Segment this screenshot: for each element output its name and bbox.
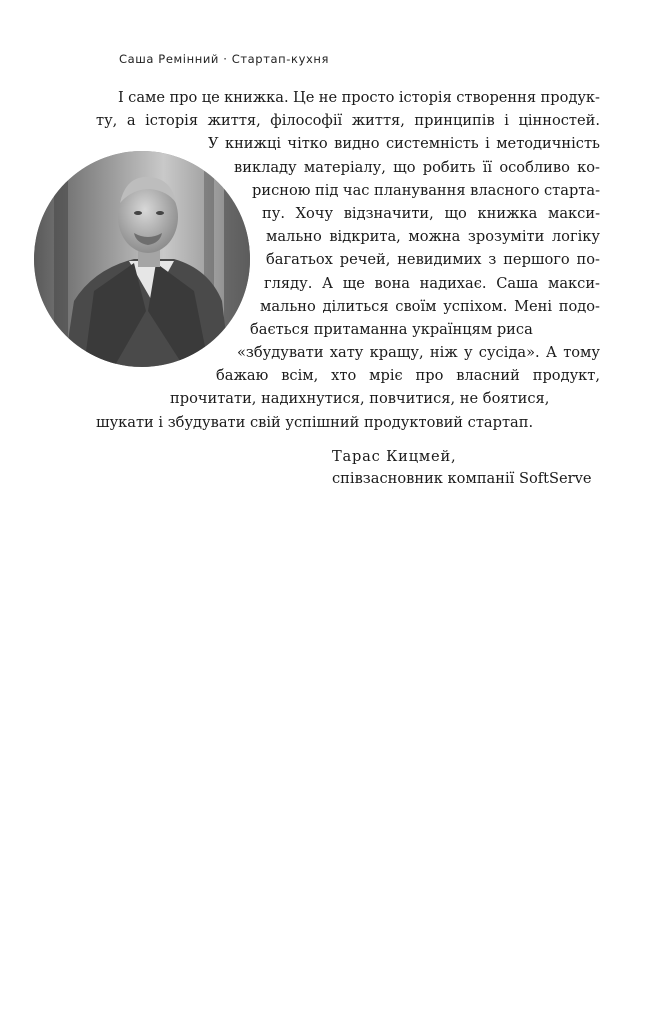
text-line: рисною під час планування власного старта-	[252, 181, 600, 199]
signature-name: Тарас Кицмей,	[332, 448, 457, 465]
text-line: бажаю всім, хто мріє про власний продукт,	[216, 367, 600, 385]
text-line: бається притаманна українцям риса	[250, 320, 533, 338]
text-line: «збудувати хату кращу, ніж у сусіда». А тому	[237, 344, 600, 362]
text-line: викладу матеріалу, що робить її особливо ко-	[234, 158, 600, 176]
text-line: мально ділиться своїм успіхом. Мені подо-	[260, 297, 600, 315]
signature-role: співзасновник компанії SoftServe	[332, 470, 592, 487]
text-line: прочитати, надихнутися, повчитися, не боятися,	[170, 390, 550, 408]
text-line: гляду. А ще вона надихає. Саша макси-	[264, 274, 600, 292]
text-line: мально відкрита, можна зрозуміти логіку	[266, 228, 600, 246]
text-line: І саме про це книжка. Це не просто історія створення продук-	[118, 89, 600, 106]
text-line: багатьох речей, невидимих з першого по-	[266, 251, 600, 269]
signature	[332, 446, 592, 490]
text-line: ту, а історія життя, філософії життя, принципів і цінностей.	[96, 112, 600, 130]
text-line: У книжці чітко видно системність і методичність	[208, 135, 600, 153]
body-text	[0, 86, 667, 434]
text-line: пу. Хочу відзначити, що книжка макси-	[262, 204, 600, 222]
running-header: Саша Ремінний · Стартап-кухня	[119, 52, 330, 66]
text-line: шукати і збудувати свій успішний продуктовий стартап.	[96, 413, 534, 431]
